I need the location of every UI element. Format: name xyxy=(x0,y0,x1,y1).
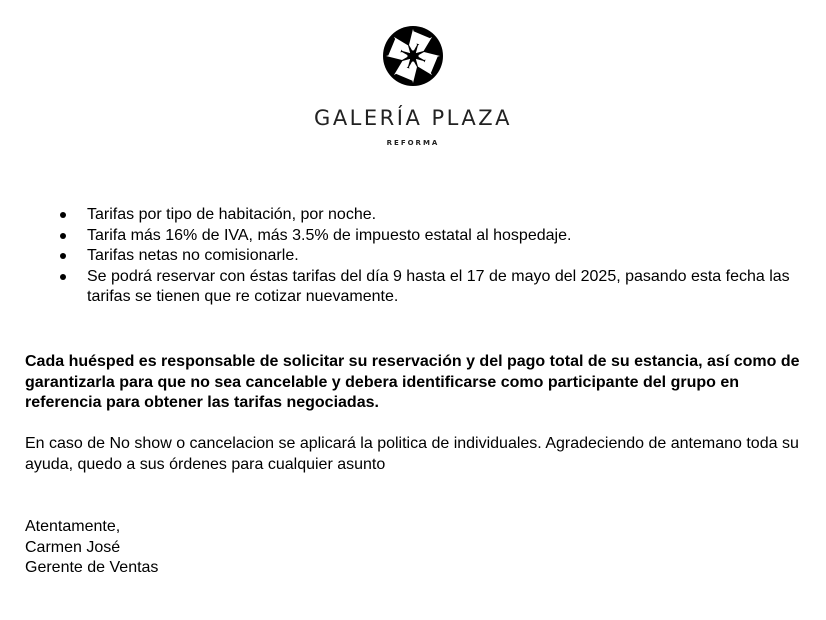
signature-name: Carmen José xyxy=(25,538,121,556)
signature-block xyxy=(25,517,158,579)
responsibility-paragraph: Cada huésped es responsable de solicitar su reservación y del pago total de su estancia, así como de garantizarla para que no sea cancelable y debera identificarse como participante del grupo en referencia para obtener las tarifas negociadas. xyxy=(25,353,800,411)
signature-title: Gerente de Ventas xyxy=(25,559,159,576)
list-item: Tarifas netas no comisionarle. xyxy=(25,246,805,267)
list-item: Se podrá reservar con éstas tarifas del día 9 hasta el 17 de mayo del 2025, pasando esta fecha las tarifas se tienen que re cotizar nuevamente. xyxy=(25,267,805,308)
signature-closing: Atentamente, xyxy=(25,518,121,535)
hotel-logo xyxy=(0,24,826,147)
star-mandala-icon xyxy=(381,24,445,88)
cancellation-paragraph: En caso de No show o cancelacion se aplicará la politica de individuales. Agradeciendo de antemano toda su ayuda, quedo a sus órdenes para cualquier asunto xyxy=(25,435,799,473)
brand-name: GALERÍA PLAZA xyxy=(314,106,512,130)
brand-subtitle: REFORMA xyxy=(386,139,440,147)
list-item: Tarifa más 16% de IVA, más 3.5% de impuesto estatal al hospedaje. xyxy=(25,226,805,247)
list-item: Tarifas por tipo de habitación, por noche. xyxy=(25,205,805,226)
rate-conditions-list xyxy=(25,205,805,308)
